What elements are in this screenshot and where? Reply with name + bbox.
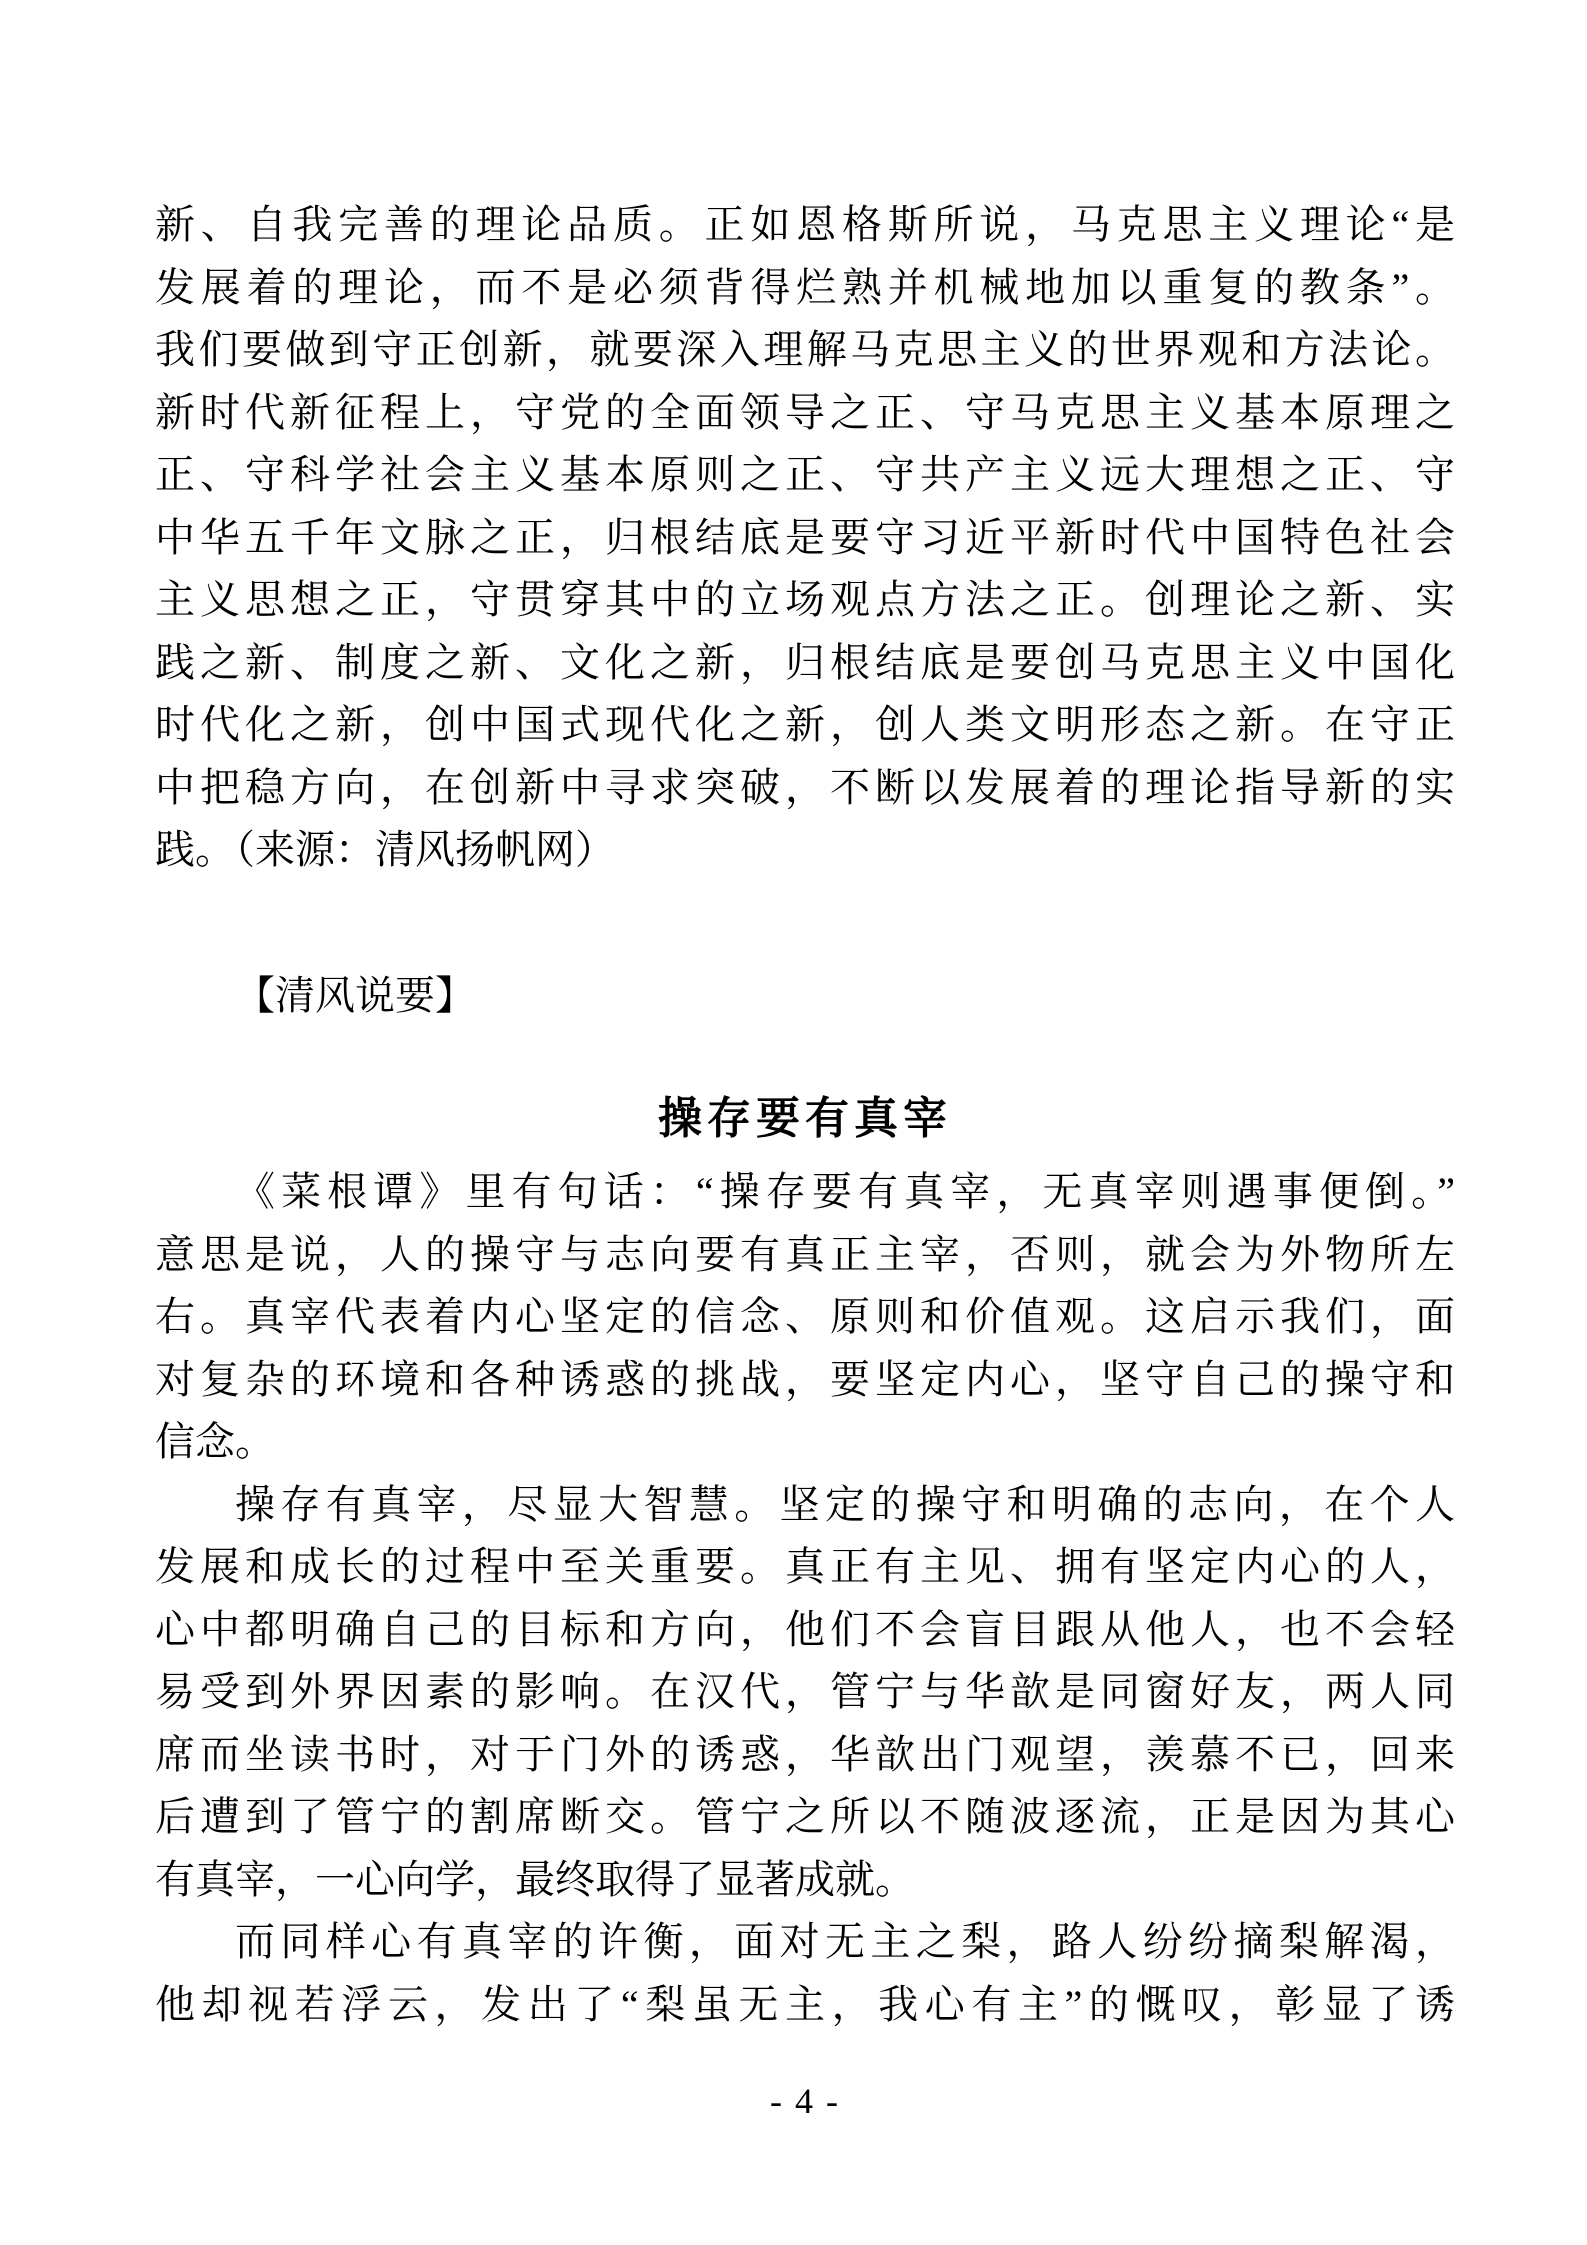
text-line: 践。（来源：清风扬帆网） [155, 827, 615, 872]
text-line: 后遭到了管宁的割席断交。管宁之所以不随波逐流，正是因为其心 [155, 1794, 1455, 1839]
text-line: 信念。 [155, 1419, 275, 1464]
text-line: 我们要做到守正创新，就要深入理解马克思主义的世界观和方法论。 [155, 327, 1455, 372]
text-line: 易受到外界因素的影响。在汉代，管宁与华歆是同窗好友，两人同 [155, 1669, 1455, 1714]
text-line: 正、守科学社会主义基本原则之正、守共产主义远大理想之正、守 [155, 452, 1455, 497]
text-line: 践之新、制度之新、文化之新，归根结底是要创马克思主义中国化 [155, 639, 1455, 685]
text-line: 主义思想之正，守贯穿其中的立场观点方法之正。创理论之新、实 [155, 577, 1455, 622]
text-line: 而同样心有真宰的许衡，面对无主之梨，路人纷纷摘梨解渴， [235, 1919, 1455, 1964]
text-line: 新、自我完善的理论品质。正如恩格斯所说，马克思主义理论“是 [155, 202, 1455, 247]
text-line: 《菜根谭》里有句话：“操存要有真宰，无真宰则遇事便倒。” [235, 1169, 1455, 1214]
text-line: 有真宰，一心向学，最终取得了显著成就。 [155, 1856, 915, 1902]
section-header: 【清风说要】 [235, 972, 475, 1018]
text-line: 他却视若浮云，发出了“梨虽无主，我心有主”的慨叹，彰显了诱 [155, 1981, 1455, 2027]
text-line: 时代化之新，创中国式现代化之新，创人类文明形态之新。在守正 [155, 702, 1455, 747]
text-line: 操存有真宰，尽显大智慧。坚定的操守和明确的志向，在个人 [235, 1481, 1455, 1527]
text-line: 心中都明确自己的目标和方向，他们不会盲目跟从他人，也不会轻 [155, 1606, 1455, 1652]
text-line: 中华五千年文脉之正，归根结底是要守习近平新时代中国特色社会 [155, 514, 1455, 560]
article-title: 操存要有真宰 [658, 1094, 952, 1143]
page-number: - 4 - [770, 2081, 840, 2121]
article-paragraph-3 [155, 1911, 1455, 2036]
text-line: 对复杂的环境和各种诱惑的挑战，要坚定内心，坚守自己的操守和 [155, 1356, 1455, 1402]
article-paragraph-1 [155, 1161, 1455, 1474]
text-line: 右。真宰代表着内心坚定的信念、原则和价值观。这启示我们，面 [155, 1294, 1455, 1339]
text-line: 意思是说，人的操守与志向要有真正主宰，否则，就会为外物所左 [155, 1231, 1455, 1277]
paragraph-continued-from-previous-page [155, 194, 1455, 882]
text-line: 席而坐读书时，对于门外的诱惑，华歆出门观望，羡慕不已，回来 [155, 1731, 1455, 1777]
text-line: 新时代新征程上，守党的全面领导之正、守马克思主义基本原理之 [155, 389, 1455, 435]
text-line: 中把稳方向，在创新中寻求突破，不断以发展着的理论指导新的实 [155, 764, 1455, 810]
text-line: 发展和成长的过程中至关重要。真正有主见、拥有坚定内心的人， [155, 1544, 1455, 1589]
text-line: 发展着的理论，而不是必须背得烂熟并机械地加以重复的教条”。 [155, 264, 1455, 310]
article-paragraph-2 [155, 1474, 1455, 1912]
